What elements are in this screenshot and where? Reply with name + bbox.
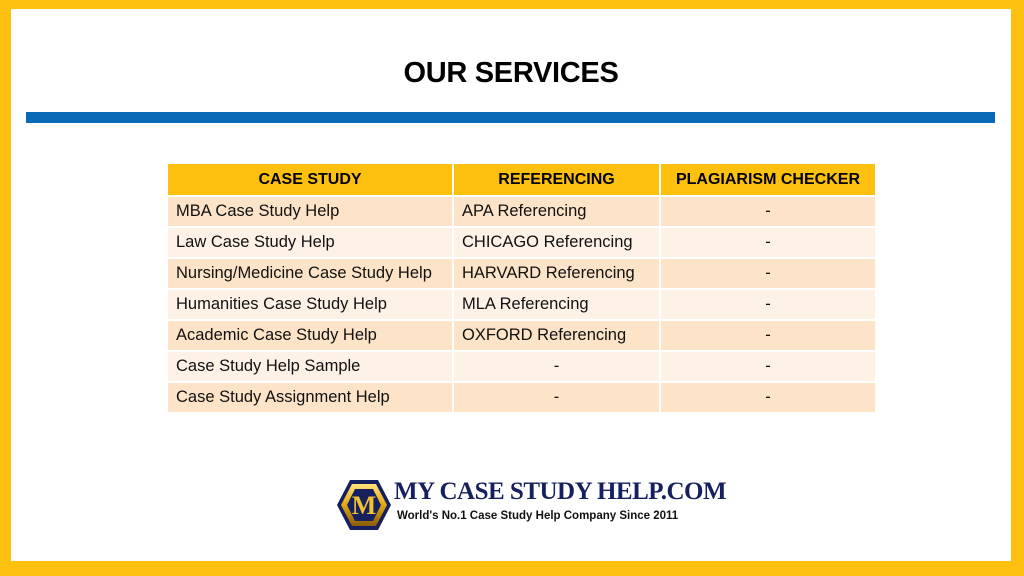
case-study-cell: Academic Case Study Help [168, 320, 453, 351]
table-row [168, 196, 875, 227]
table-row [168, 382, 875, 413]
plagiarism-cell: - [660, 382, 875, 413]
table-row [168, 289, 875, 320]
case-study-cell: Case Study Assignment Help [168, 382, 453, 413]
logo-tagline: World's No.1 Case Study Help Company Since 2011 [397, 510, 679, 522]
referencing-cell: OXFORD Referencing [453, 320, 660, 351]
services-table [168, 164, 875, 414]
table-row [168, 351, 875, 382]
plagiarism-cell: - [660, 289, 875, 320]
table-row [168, 320, 875, 351]
referencing-cell: MLA Referencing [453, 289, 660, 320]
table-header-row [168, 164, 875, 196]
plagiarism-cell: - [660, 227, 875, 258]
referencing-cell: CHICAGO Referencing [453, 227, 660, 258]
plagiarism-cell: - [660, 351, 875, 382]
referencing-cell: HARVARD Referencing [453, 258, 660, 289]
case-study-cell: MBA Case Study Help [168, 196, 453, 227]
header-case-study: CASE STUDY [168, 164, 453, 196]
case-study-cell: Case Study Help Sample [168, 351, 453, 382]
badge-letter: M [351, 491, 377, 520]
table-row [168, 258, 875, 289]
case-study-cell: Law Case Study Help [168, 227, 453, 258]
logo-name: MY CASE STUDY HELP.COM [394, 478, 727, 505]
case-study-cell: Nursing/Medicine Case Study Help [168, 258, 453, 289]
company-logo[interactable] [336, 476, 727, 534]
plagiarism-cell: - [660, 258, 875, 289]
case-study-cell: Humanities Case Study Help [168, 289, 453, 320]
title-divider [26, 112, 995, 123]
referencing-cell: APA Referencing [453, 196, 660, 227]
referencing-cell: - [453, 382, 660, 413]
page-title: OUR SERVICES [403, 57, 619, 89]
plagiarism-cell: - [660, 196, 875, 227]
hexagon-badge-icon [336, 479, 392, 531]
referencing-cell: - [453, 351, 660, 382]
slide [11, 9, 1011, 561]
header-referencing: REFERENCING [453, 164, 660, 196]
plagiarism-cell: - [660, 320, 875, 351]
header-plagiarism-checker: PLAGIARISM CHECKER [660, 164, 875, 196]
table-row [168, 227, 875, 258]
